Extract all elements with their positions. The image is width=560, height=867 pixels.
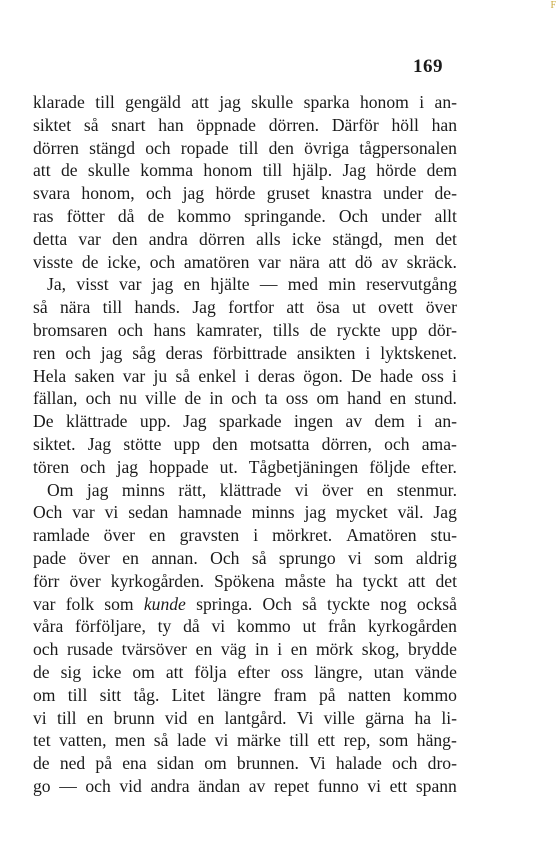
text-line: Hela saken var ju så enkel i deras ögon. De hade oss i (33, 365, 457, 386)
text-line: svara honom, och jag hörde gruset knastra under de- (33, 183, 457, 204)
text-line: tören och jag hoppade ut. Tågbetjäningen följde efter. (33, 456, 457, 477)
text-line: visste de icke, och amatören var nära att dö av skräck. (33, 251, 457, 272)
text-line: De klättrade upp. Jag sparkade ingen av dem i an- (33, 411, 457, 432)
text-line: tet vatten, men så lade vi märke till ett rep, som häng- (33, 730, 457, 751)
corner-mark: F (550, 0, 556, 11)
text-line: var folk som kunde springa. Och så tyckte nog också (33, 593, 457, 614)
text-line: ras fötter då de kommo springande. Och under allt (33, 205, 457, 226)
text-line: dörren stängd och ropade till den övriga tågpersonalen (33, 137, 457, 158)
text-line: de ned på ena sidan om brunnen. Vi halade och dro- (33, 753, 457, 774)
text-line: pade över en annan. Och så sprungo vi som aldrig (33, 547, 457, 568)
text-line: ramlade över en gravsten i mörkret. Amatören stu- (33, 525, 457, 546)
text-line: Ja, visst var jag en hjälte — med min reservutgång (47, 274, 457, 295)
text-line: Om jag minns rätt, klättrade vi över en stenmur. (47, 479, 457, 500)
text-line: vi till en brunn vid en lantgård. Vi ville gärna ha li- (33, 707, 457, 728)
text-line: de sig icke om att följa efter oss längre, utan vände (33, 661, 457, 682)
page-number: 169 (413, 56, 443, 77)
text-line: och rusade tvärsöver en väg in i en mörk skog, brydde (33, 639, 457, 660)
text-line: att de skulle komma honom till hjälp. Jag hörde dem (33, 160, 457, 181)
text-line: så nära till hands. Jag fortfor att ösa ut ovett över (33, 297, 457, 318)
text-line: bromsaren och hans kamrater, tills de ryckte upp dör- (33, 319, 457, 340)
text-line: våra förföljare, ty då vi kommo ut från kyrkogården (33, 616, 457, 637)
body-text (33, 91, 457, 798)
text-line: förr över kyrkogården. Spökena måste ha tyckt att det (33, 570, 457, 591)
text-line: siktet. Jag stötte upp den motsatta dörren, och ama- (33, 433, 457, 454)
text-line: ren och jag såg deras förbittrade ansikten i lyktskenet. (33, 342, 457, 363)
text-line: detta var den andra dörren alls icke stängd, men det (33, 228, 457, 249)
text-line: Och var vi sedan hamnade minns jag mycket väl. Jag (33, 502, 457, 523)
text-line: siktet så snart han öppnade dörren. Därför höll han (33, 114, 457, 135)
text-line: om till sitt tåg. Litet längre fram på natten kommo (33, 684, 457, 705)
text-line: klarade till gengäld att jag skulle sparka honom i an- (33, 92, 457, 112)
text-line: go — och vid andra ändan av repet funno vi ett spann (33, 775, 457, 796)
text-line: fällan, och nu ville de in och ta oss om hand en stund. (33, 388, 457, 409)
